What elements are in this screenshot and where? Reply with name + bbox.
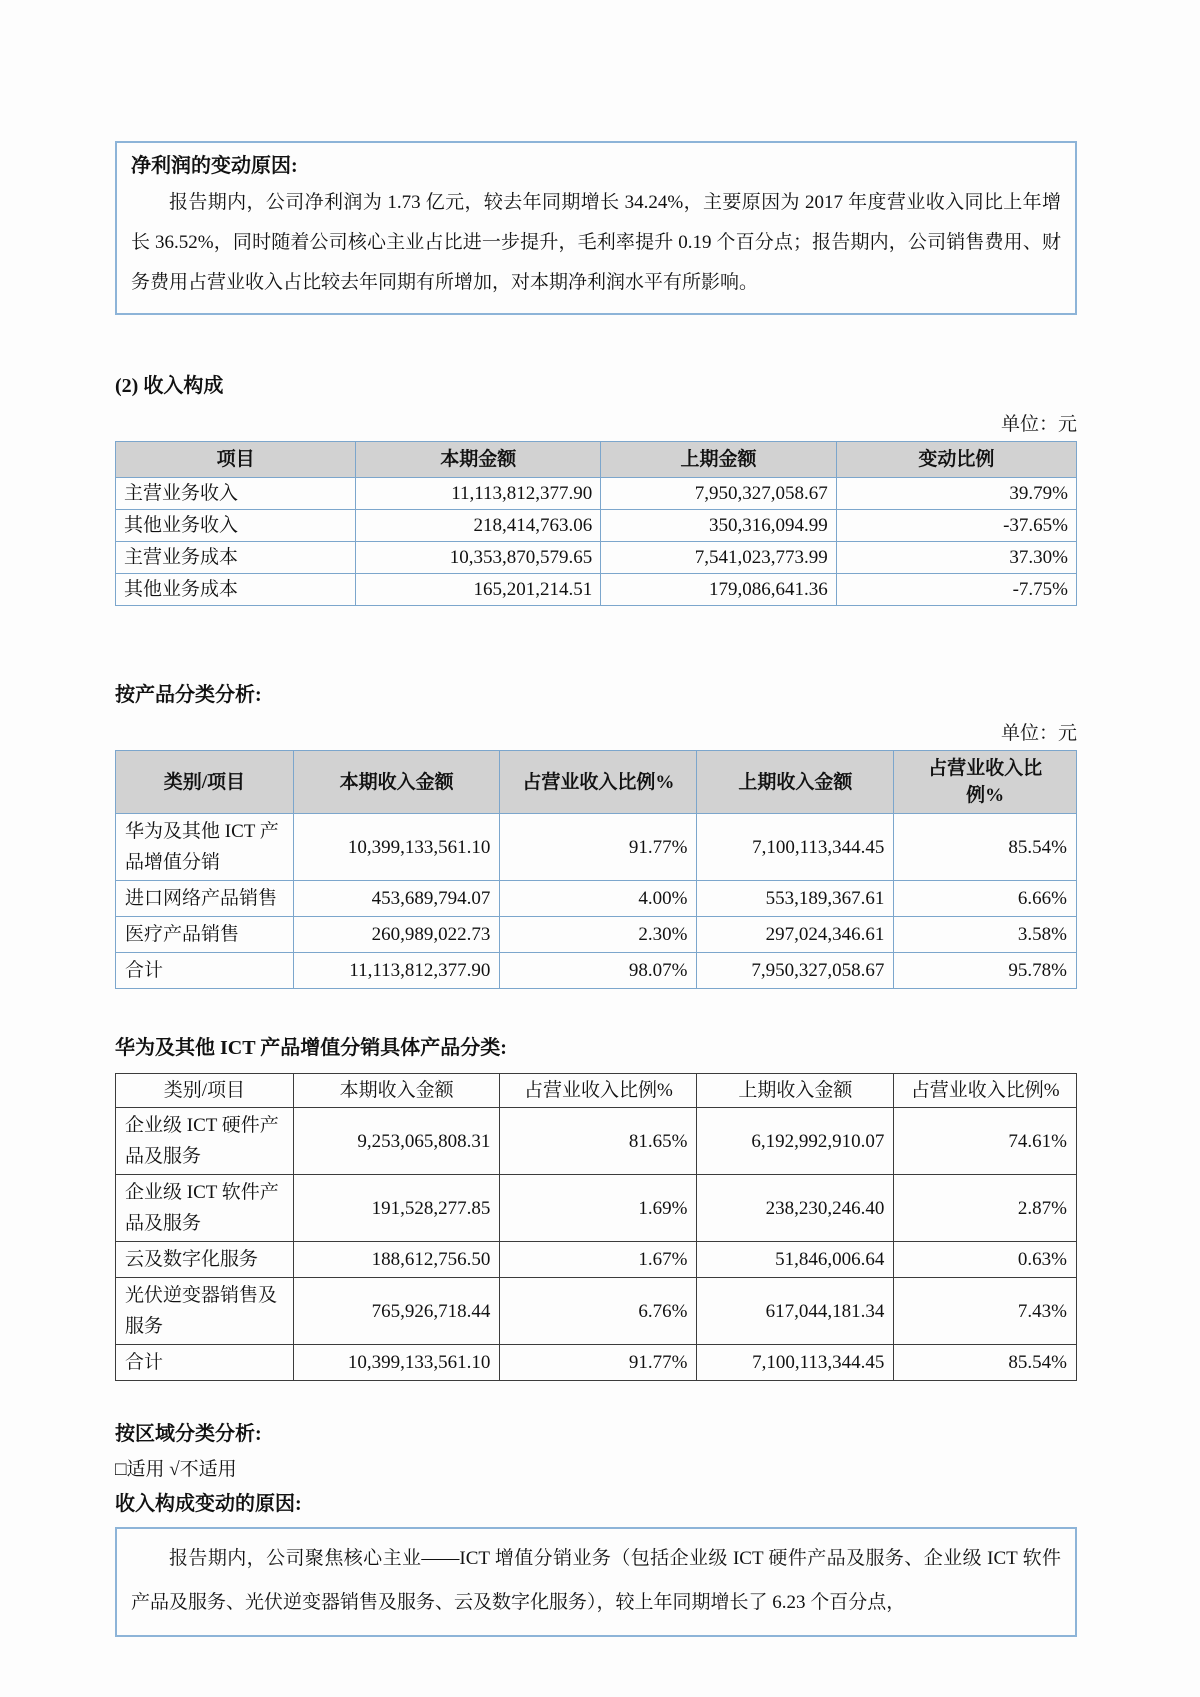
column-header: 类别/项目 [116, 751, 294, 814]
amount-cell: 10,353,870,579.65 [356, 542, 601, 574]
table-header-row [116, 442, 1077, 478]
item-cell: 主营业务成本 [116, 542, 356, 574]
column-header: 占营业收入比例% [894, 1074, 1077, 1108]
amount-cell: 10,399,133,561.10 [293, 1345, 500, 1381]
net-profit-reason-title: 净利润的变动原因: [131, 155, 298, 177]
table-row [116, 1278, 1077, 1345]
table-row [116, 510, 1077, 542]
table-row [116, 478, 1077, 510]
amount-cell: 51,846,006.64 [697, 1242, 894, 1278]
item-cell: 其他业务成本 [116, 574, 356, 606]
by-product-table [115, 750, 1077, 989]
percent-cell: 0.63% [894, 1242, 1077, 1278]
item-cell: 企业级 ICT 硬件产品及服务 [116, 1108, 294, 1175]
revenue-composition-heading: (2) 收入构成 [115, 375, 224, 397]
table-row-total [116, 953, 1077, 989]
amount-cell: 617,044,181.34 [697, 1278, 894, 1345]
percent-cell: 98.07% [500, 953, 697, 989]
item-cell: 华为及其他 ICT 产品增值分销 [116, 814, 294, 881]
amount-cell: 238,230,246.40 [697, 1175, 894, 1242]
item-cell: 企业级 ICT 软件产品及服务 [116, 1175, 294, 1242]
percent-cell: 91.77% [500, 1345, 697, 1381]
applicability-line: □适用 √不适用 [115, 1459, 237, 1480]
percent-cell: 85.54% [894, 814, 1077, 881]
amount-cell: 11,113,812,377.90 [356, 478, 601, 510]
total-label-cell: 合计 [116, 953, 294, 989]
amount-cell: 765,926,718.44 [293, 1278, 500, 1345]
table-row [116, 574, 1077, 606]
item-cell: 光伏逆变器销售及服务 [116, 1278, 294, 1345]
percent-cell: 1.67% [500, 1242, 697, 1278]
amount-cell: 179,086,641.36 [601, 574, 836, 606]
amount-cell: 9,253,065,808.31 [293, 1108, 500, 1175]
percent-cell: 91.77% [500, 814, 697, 881]
ict-detail-table [115, 1073, 1077, 1381]
revenue-composition-table [115, 441, 1077, 606]
item-cell: 其他业务收入 [116, 510, 356, 542]
amount-cell: 10,399,133,561.10 [293, 814, 500, 881]
column-header: 占营业收入比例% [500, 751, 697, 814]
revenue-change-box [115, 1527, 1077, 1637]
amount-cell: 7,950,327,058.67 [601, 478, 836, 510]
percent-cell: -37.65% [836, 510, 1076, 542]
total-label-cell: 合计 [116, 1345, 294, 1381]
table-row-total [116, 1345, 1077, 1381]
item-cell: 进口网络产品销售 [116, 881, 294, 917]
amount-cell: 165,201,214.51 [356, 574, 601, 606]
column-header-text: 占营业收入比例% [928, 758, 1043, 806]
table-header-row [116, 1074, 1077, 1108]
percent-cell: 74.61% [894, 1108, 1077, 1175]
amount-cell: 191,528,277.85 [293, 1175, 500, 1242]
percent-cell: 3.58% [894, 917, 1077, 953]
table-row [116, 1175, 1077, 1242]
column-header: 本期收入金额 [293, 751, 500, 814]
amount-cell: 7,950,327,058.67 [697, 953, 894, 989]
percent-cell: 7.43% [894, 1278, 1077, 1345]
unit-label: 单位：元 [1000, 723, 1077, 744]
column-header: 上期收入金额 [697, 1074, 894, 1108]
amount-cell: 188,612,756.50 [293, 1242, 500, 1278]
ict-detail-heading: 华为及其他 ICT 产品增值分销具体产品分类: [115, 1037, 507, 1059]
percent-cell: 85.54% [894, 1345, 1077, 1381]
column-header: 变动比例 [836, 442, 1076, 478]
net-profit-reason-body: 报告期内，公司净利润为 1.73 亿元，较去年同期增长 34.24%，主要原因为 2017 年度营业收入同比上年增长 36.52%，同时随着公司核心主业占比进一步提升，毛利率提升 0.19 个百分点；报告期内，公司销售费用、财务费用占营业收入占比较去年同期有所增加，对本期净利润水平有所影响。 [131, 192, 1061, 293]
percent-cell: 6.66% [894, 881, 1077, 917]
column-header: 项目 [116, 442, 356, 478]
amount-cell: 7,100,113,344.45 [697, 814, 894, 881]
table-row [116, 1108, 1077, 1175]
amount-cell: 553,189,367.61 [697, 881, 894, 917]
percent-cell: 37.30% [836, 542, 1076, 574]
amount-cell: 6,192,992,910.07 [697, 1108, 894, 1175]
item-cell: 主营业务收入 [116, 478, 356, 510]
amount-cell: 218,414,763.06 [356, 510, 601, 542]
percent-cell: 1.69% [500, 1175, 697, 1242]
column-header: 本期金额 [356, 442, 601, 478]
percent-cell: 6.76% [500, 1278, 697, 1345]
column-header: 本期收入金额 [293, 1074, 500, 1108]
revenue-change-body: 报告期内，公司聚焦核心主业——ICT 增值分销业务（包括企业级 ICT 硬件产品及服务、企业级 ICT 软件产品及服务、光伏逆变器销售及服务、云及数字化服务），较上年同期增长了 6.23 个百分点， [131, 1548, 1061, 1613]
table-row [116, 1242, 1077, 1278]
amount-cell: 453,689,794.07 [293, 881, 500, 917]
percent-cell: -7.75% [836, 574, 1076, 606]
amount-cell: 7,100,113,344.45 [697, 1345, 894, 1381]
percent-cell: 81.65% [500, 1108, 697, 1175]
column-header: 上期金额 [601, 442, 836, 478]
amount-cell: 260,989,022.73 [293, 917, 500, 953]
percent-cell: 2.87% [894, 1175, 1077, 1242]
page-content [115, 141, 1077, 1637]
net-profit-reason-box [115, 141, 1077, 315]
column-header: 上期收入金额 [697, 751, 894, 814]
table-header-row [116, 751, 1077, 814]
percent-cell: 4.00% [500, 881, 697, 917]
amount-cell: 350,316,094.99 [601, 510, 836, 542]
amount-cell: 7,541,023,773.99 [601, 542, 836, 574]
table-row [116, 814, 1077, 881]
by-product-heading: 按产品分类分析: [115, 684, 262, 706]
percent-cell: 2.30% [500, 917, 697, 953]
table-row [116, 881, 1077, 917]
by-region-heading: 按区域分类分析: [115, 1423, 262, 1445]
table-row [116, 917, 1077, 953]
unit-label: 单位：元 [1000, 414, 1077, 435]
column-header: 占营业收入比例% [500, 1074, 697, 1108]
item-cell: 医疗产品销售 [116, 917, 294, 953]
item-cell: 云及数字化服务 [116, 1242, 294, 1278]
column-header: 类别/项目 [116, 1074, 294, 1108]
amount-cell: 297,024,346.61 [697, 917, 894, 953]
percent-cell: 95.78% [894, 953, 1077, 989]
column-header [894, 751, 1077, 814]
table-row [116, 542, 1077, 574]
revenue-change-heading: 收入构成变动的原因: [115, 1493, 302, 1515]
amount-cell: 11,113,812,377.90 [293, 953, 500, 989]
percent-cell: 39.79% [836, 478, 1076, 510]
